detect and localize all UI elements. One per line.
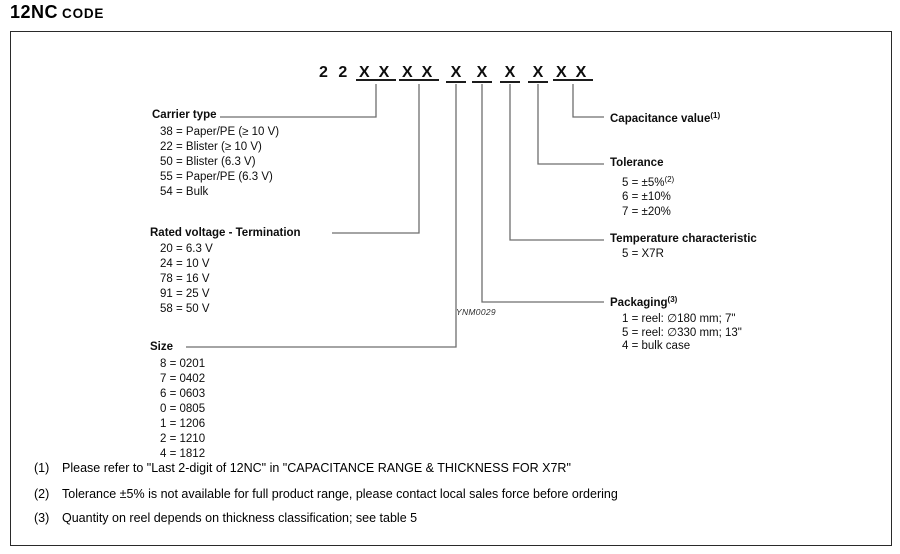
code-group-carrier: XX <box>356 64 396 81</box>
drawing-code: YNM0029 <box>456 307 496 317</box>
temperature-items <box>622 247 664 262</box>
footnote-2-marker: (2) <box>34 487 50 501</box>
packaging-item: 1 = reel: ∅180 mm; 7" <box>622 313 736 325</box>
carrier-type-label: Carrier type <box>152 109 217 121</box>
carrier-item: 50 = Blister (6.3 V) <box>160 156 256 168</box>
footnote-1-text: Please refer to "Last 2-digit of 12NC" in "CAPACITANCE RANGE & THICKNESS FOR X7R" <box>62 461 571 475</box>
tolerance-items <box>622 173 674 216</box>
packaging-item: 5 = reel: ∅330 mm; 13" <box>622 326 742 339</box>
voltage-item: 24 = 10 V <box>160 258 210 270</box>
tolerance-item: 6 = ±10% <box>622 191 671 204</box>
page-title-main: 12NC <box>10 2 59 22</box>
temperature-item: 5 = X7R <box>622 248 664 260</box>
code-group-packaging: X <box>472 64 492 83</box>
footnote-3 <box>34 511 417 525</box>
tolerance-footnote-ref: (2) <box>664 175 675 184</box>
rated-voltage-label: Rated voltage - Termination <box>150 227 301 239</box>
carrier-item: 38 = Paper/PE (≥ 10 V) <box>160 126 280 138</box>
rated-voltage-items <box>160 242 213 317</box>
tolerance-label: Tolerance <box>610 157 664 169</box>
carrier-type-items <box>160 125 279 200</box>
voltage-item: 78 = 16 V <box>160 273 210 285</box>
footnote-3-text: Quantity on reel depends on thickness classification; see table 5 <box>62 511 418 525</box>
capacitance-value-label: Capacitance value$^{(1)}$ <box>610 111 721 125</box>
size-items <box>160 357 205 462</box>
size-item: 8 = 0201 <box>160 358 206 370</box>
code-group-temperature: X <box>500 64 520 83</box>
footnote-2 <box>34 487 618 501</box>
footnote-3-marker: (3) <box>34 511 50 525</box>
footnote-1 <box>34 461 571 475</box>
footnote-1-marker: (1) <box>34 461 50 475</box>
page-title <box>10 2 104 23</box>
packaging-footnote-ref: (3) <box>667 295 678 304</box>
carrier-item: 55 = Paper/PE (6.3 V) <box>160 171 273 183</box>
carrier-item: 22 = Blister (≥ 10 V) <box>160 141 262 153</box>
code-group-size: X <box>446 64 466 83</box>
carrier-item: 54 = Bulk <box>160 186 209 198</box>
code-group-voltage: XX <box>399 64 439 81</box>
size-item: 7 = 0402 <box>160 373 206 385</box>
voltage-item: 20 = 6.3 V <box>160 243 213 255</box>
size-item: 6 = 0603 <box>160 388 206 400</box>
size-item: 2 = 1210 <box>160 433 206 445</box>
code-group-tolerance: X <box>528 64 548 83</box>
packaging-item: 4 = bulk case <box>622 340 691 352</box>
packaging-items <box>622 313 742 354</box>
size-item: 1 = 1206 <box>160 418 206 430</box>
voltage-item: 91 = 25 V <box>160 288 210 300</box>
capacitance-footnote-ref: (1) <box>710 111 721 120</box>
tolerance-item: 5 = ±5%$^{(2)}$ <box>622 175 675 189</box>
voltage-item: 58 = 50 V <box>160 303 210 315</box>
size-item: 0 = 0805 <box>160 403 206 415</box>
size-label: Size <box>150 341 174 353</box>
code-prefix: 2 2 <box>319 64 351 81</box>
footnote-2-text: Tolerance ±5% is not available for full product range, please contact local sales force before ordering <box>62 487 618 501</box>
packaging-label: Packaging$^{(3)}$ <box>610 295 678 309</box>
temperature-characteristic-label: Temperature characteristic <box>610 233 757 245</box>
size-item: 4 = 1812 <box>160 448 206 460</box>
page-title-sub: CODE <box>62 6 105 21</box>
tolerance-item: 7 = ±20% <box>622 205 671 218</box>
code-group-capacitance: XX <box>553 64 593 81</box>
